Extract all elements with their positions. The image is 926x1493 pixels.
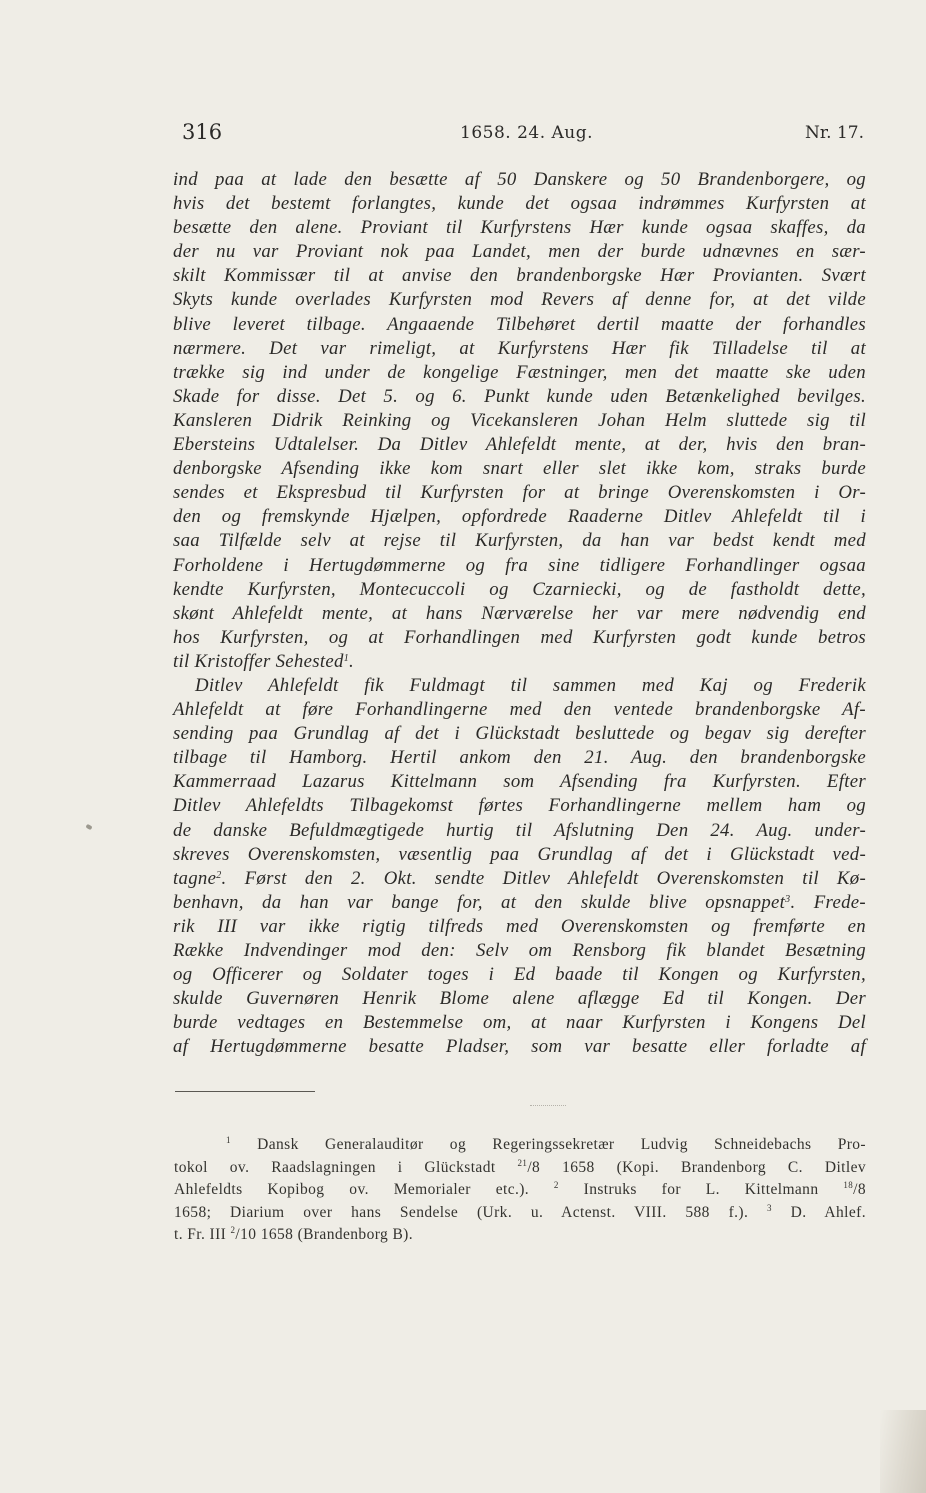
text-line <box>173 650 866 674</box>
date-fraction-sup: 21 <box>517 1157 528 1168</box>
footnote-text: tokol ov. Raadslagningen i Glückstadt <box>174 1158 518 1176</box>
text-line: Kansleren Didrik Reinking og Vicekansleren Johan Helm sluttede sig til <box>173 409 866 431</box>
margin-speck <box>85 824 92 830</box>
date-fraction-sup: 2 <box>230 1225 236 1235</box>
page-edge <box>880 1410 926 1493</box>
footnote-text: t. Fr. III <box>174 1226 231 1243</box>
page-header <box>182 120 864 152</box>
footnote-text: D. Ahlef. <box>771 1203 866 1221</box>
text-line: Skade for disse. Det 5. og 6. Punkt kunde uden Betænkelighed bevilges. <box>173 385 866 407</box>
header-date: 1658. 24. Aug. <box>460 123 594 143</box>
footnote-text: Ahlefeldts Kopibog ov. Memorialer etc.). <box>174 1181 554 1198</box>
text-line: besætte den alene. Proviant til Kurfyrstens Hær kunde ogsaa skaffes, da <box>173 217 866 239</box>
line-text: . Frede- <box>790 891 866 913</box>
line-text: benhavn, da han var bange for, at den skulde blive opsnappet <box>173 891 786 913</box>
text-line: Skyts kunde overlades Kurfyrsten mod Revers af denne for, at det vilde <box>173 289 866 311</box>
page-number: 316 <box>182 120 223 144</box>
footnote-ref: 1 <box>343 652 350 664</box>
footnote-line <box>174 1179 866 1202</box>
text-line: Ditlev Ahlefeldts Tilbagekomst førtes Forhandlingerne mellem ham og <box>173 795 866 817</box>
footnote-number: 1 <box>226 1135 231 1145</box>
text-line: de danske Befuldmægtigede hurtig til Afslutning Den 24. Aug. under- <box>173 819 866 841</box>
text-line: af Hertugdømmerne besatte Pladser, som var besatte eller forladte af <box>173 1036 866 1058</box>
text-line: Ditlev Ahlefeldt fik Fuldmagt til sammen med Kaj og Frederik <box>195 674 866 696</box>
text-line: Forholdene i Hertugdømmerne og fra sine tidligere Forhandlinger ogsaa <box>173 554 866 576</box>
text-line: hos Kurfyrsten, og at Forhandlingen med Kurfyrsten godt kunde betros <box>173 626 866 648</box>
text-line: tilbage til Hamborg. Hertil ankom den 21. Aug. den brandenborgske <box>173 747 866 769</box>
footnote-text: /8 1658 (Kopi. Brandenborg C. Ditlev <box>527 1158 866 1176</box>
text-line: skreves Overenskomsten, væsentlig paa Grundlag af det i Glückstadt ved- <box>173 843 866 865</box>
text-line: Ahlefeldt at føre Forhandlingerne med den ventede brandenborgske Af- <box>173 699 866 721</box>
text-line: den og fremskynde Hjælpen, opfordrede Raaderne Ditlev Ahlefeldt til i <box>173 506 866 528</box>
document-number: Nr. 17. <box>805 123 864 143</box>
punctuation: . <box>349 650 355 672</box>
text-line: skulde Guvernøren Henrik Blome alene aflægge Ed til Kongen. Der <box>173 988 866 1010</box>
text-line: skønt Ahlefeldt mente, at hans Nærværelse her var mere nødvendig end <box>173 602 866 624</box>
text-line: sendes et Ekspresbud til Kurfyrsten for at bringe Overenskomsten i Or- <box>173 482 866 504</box>
text-line: burde vedtages en Bestemmelse om, at naar Kurfyrsten i Kongens Del <box>173 1012 866 1034</box>
footnote-text: Instruks for L. Kittelmann <box>558 1181 844 1198</box>
main-text <box>173 168 866 1059</box>
text-line: ind paa at lade den besætte af 50 Danskere og 50 Brandenborgere, og <box>173 169 866 190</box>
text-line: kendte Kurfyrsten, Montecuccoli og Czarniecki, og de fastholdt dette, <box>173 578 866 600</box>
text-line: og Officerer og Soldater toges i Ed baade til Kongen og Kurfyrsten, <box>173 964 866 986</box>
text-line: Ebersteins Udtalelser. Da Ditlev Ahlefeldt mente, at der, hvis den bran- <box>173 434 866 456</box>
line-text: til Kristoffer Sehested <box>173 650 344 672</box>
text-line: der nu var Proviant nok paa Landet, men der burde udnævnes en sær- <box>173 241 866 263</box>
footnote-line <box>174 1157 866 1180</box>
footnote-text: /8 <box>853 1181 866 1198</box>
text-line: sending paa Grundlag af det i Glückstadt besluttede og begav sig derefter <box>173 723 866 745</box>
text-line: denborgske Afsending ikke kom snart eller slet ikke kom, straks burde <box>173 458 866 480</box>
footnote-line <box>174 1134 866 1157</box>
text-line: nærmere. Det var rimeligt, at Kurfyrstens Hær fik Tilladelse til at <box>173 337 866 359</box>
text-line <box>173 867 866 891</box>
text-line: saa Tilfælde selv at rejse til Kurfyrsten, da han var bedst kendt med <box>173 530 866 552</box>
footnote-ref: 3 <box>785 893 791 905</box>
text-line: Kammerraad Lazarus Kittelmann som Afsending fra Kurfyrsten. Efter <box>173 771 866 793</box>
text-line <box>173 891 866 915</box>
text-line: rik III var ikke rigtig tilfreds med Overenskomsten og fremførte en <box>173 915 866 937</box>
footnote-divider <box>175 1091 315 1092</box>
footnote-number: 3 <box>767 1202 772 1213</box>
text-line: blive leveret tilbage. Angaaende Tilbehøret dertil maatte der forhandles <box>173 313 866 335</box>
footnote-line <box>174 1202 866 1225</box>
line-text: tagne <box>173 867 217 889</box>
footnote-number: 2 <box>553 1180 559 1190</box>
footnotes <box>174 1134 866 1247</box>
faint-mark <box>530 1105 566 1106</box>
text-line: Række Indvendinger mod den: Selv om Rensborg fik blandet Besætning <box>173 940 866 961</box>
text-line: hvis det bestemt forlangtes, kunde det ogsaa indrømmes Kurfyrsten at <box>173 193 866 215</box>
footnote-ref: 2 <box>216 869 222 881</box>
footnote-text: Dansk Generalauditør og Regeringssekretær Ludvig Schneidebachs Pro- <box>257 1136 866 1153</box>
footnote-text: /10 1658 (Brandenborg B). <box>235 1226 414 1243</box>
footnote-text: 1658; Diarium over hans Sendelse (Urk. u. Actenst. VIII. 588 f.). <box>174 1203 767 1221</box>
date-fraction-sup: 18 <box>843 1180 854 1190</box>
footnote-line <box>174 1224 866 1247</box>
line-text: . Først den 2. Okt. sendte Ditlev Ahlefeldt Overenskomsten til Kø- <box>221 867 866 889</box>
text-line: trække sig ind under de kongelige Fæstninger, men det maatte ske uden <box>173 361 866 383</box>
text-line: skilt Kommissær til at anvise den brandenborgske Hær Provianten. Svært <box>173 265 866 287</box>
